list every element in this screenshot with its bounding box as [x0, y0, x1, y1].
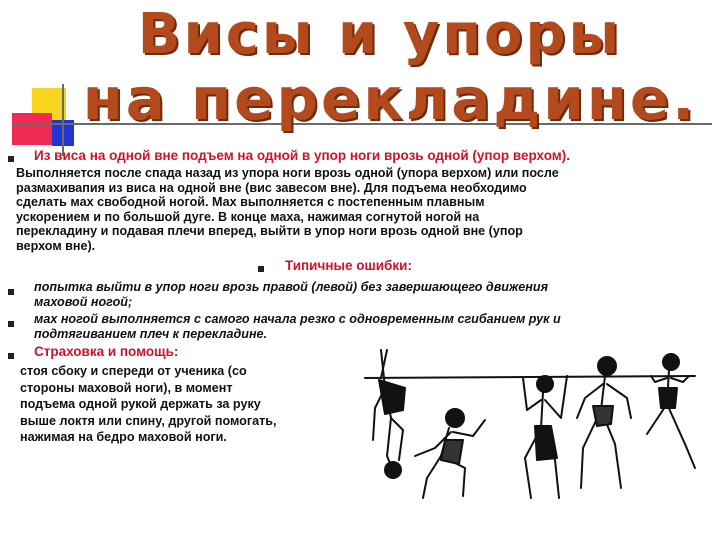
exercise-description: Выполняется после спада назад из упора ноги врозь одной (упора верхом) или после размахивапия из виса на одной вне (вис завесом вне). Для подъема необходимо сделать мах свободной ногой. Мах выполняется с постепенным плавным ускорением и по большой дуге. В конце маха, нажимая согнутой ногой на перекладину и подавая плечи вперед, выйти в упор ноги врозь одной вне (упор верхом вне). [16, 166, 559, 253]
page-title-line2: на перекладине. [82, 65, 698, 133]
error-item: попытка выйти в упор ноги врозь правой (левой) без завершающего движения маховой ногой; [34, 280, 548, 309]
safety-heading: Страховка и помощь: [34, 344, 179, 359]
bullet-icon [8, 289, 14, 295]
error-item: мах ногой выполняется с самого начала резко с одновременным сгибанием рук и подтягиванием плеч к перекладине. [34, 312, 561, 341]
gymnast-figure-3 [647, 354, 695, 468]
bullet-icon [258, 266, 264, 272]
gymnast-figure-1 [373, 350, 405, 478]
gymnast-figure-2 [523, 376, 567, 498]
gymnastics-sequence-illustration [345, 348, 715, 534]
coach-figure-1 [415, 409, 485, 498]
bullet-icon [8, 156, 14, 162]
page-title-line1: Висы и упоры [137, 2, 623, 67]
bar-line [365, 376, 695, 378]
exercise-heading: Из виса на одной вне подъем на одной в упор ноги врозь одной (упор верхом). [34, 148, 570, 163]
bullet-icon [8, 321, 14, 327]
bullet-icon [8, 353, 14, 359]
errors-heading: Типичные ошибки: [285, 258, 412, 273]
safety-text: стоя сбоку и спереди от ученика (со стороны маховой ноги), в момент подъема одной рукой держать за руку выше локтя или спину, другой помогать, нажимая на бедро маховой ноги. [20, 364, 277, 445]
